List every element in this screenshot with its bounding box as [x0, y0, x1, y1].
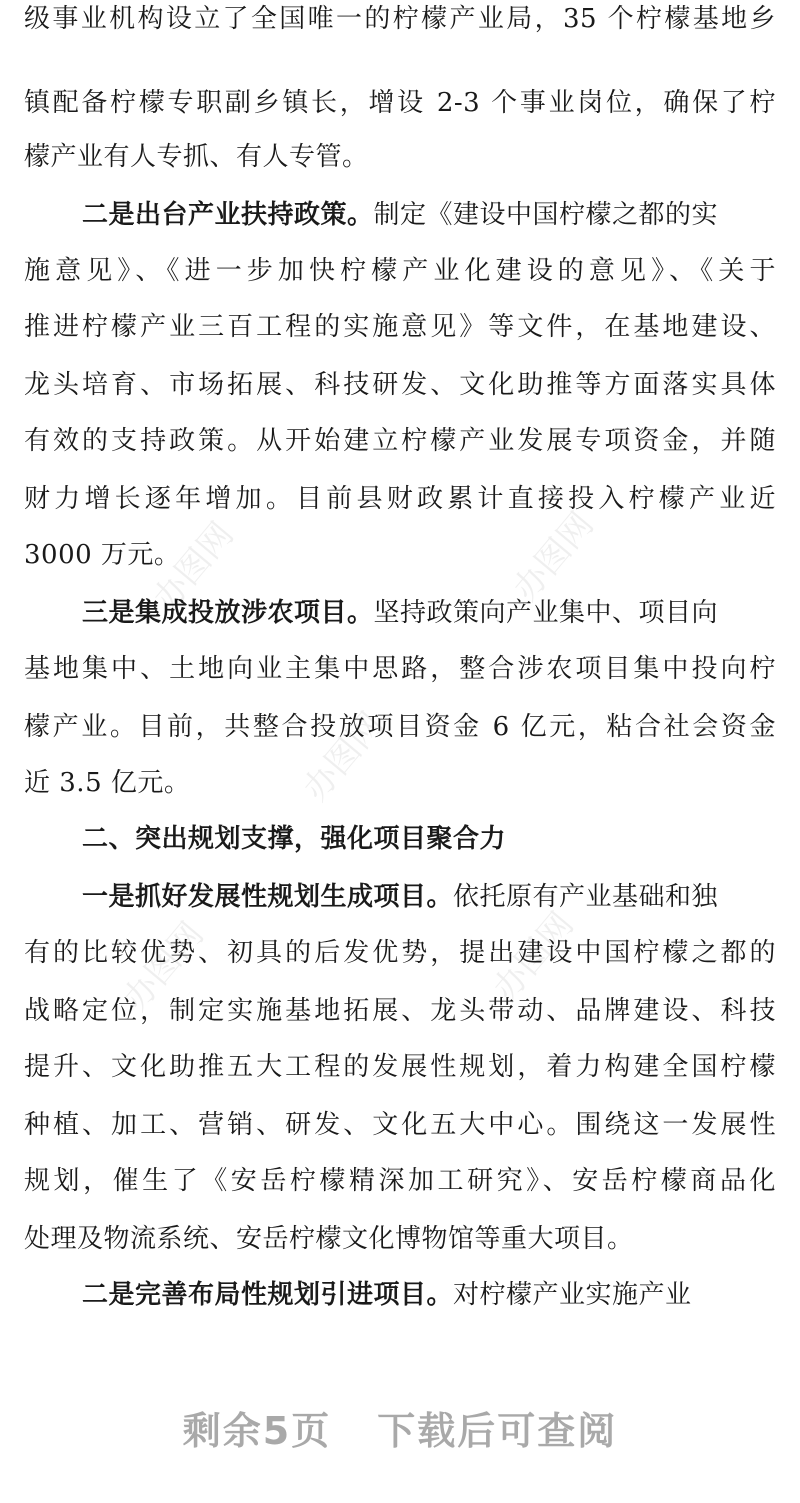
paragraph-first-line [82, 198, 776, 232]
watermark: 办图网 [115, 914, 212, 1019]
text-line: 龙头培育、市场拓展、科技研发、文化助推等方面落实具体 [24, 370, 776, 400]
text-line: 有的比较优势、初具的后发优势，提出建设中国柠檬之都的 [24, 938, 776, 968]
text-line: 基地集中、土地向业主集中思路，整合涉农项目集中投向柠 [24, 654, 776, 684]
text-line: 规划，催生了《安岳柠檬精深加工研究》、安岳柠檬商品化 [24, 1166, 776, 1196]
text-line: 战略定位，制定实施基地拓展、龙头带动、品牌建设、科技 [24, 996, 776, 1026]
watermark: 办图网 [295, 704, 392, 809]
download-to-view-label: 下载后可查阅 [377, 1409, 618, 1453]
text-line: 处理及物流系统、安岳柠檬文化博物馆等重大项目。 [24, 1224, 634, 1254]
text-line: 有效的支持政策。从开始建立柠檬产业发展专项资金，并随 [24, 426, 776, 456]
text-line: 推进柠檬产业三百工程的实施意见》等文件，在基地建设、 [24, 312, 776, 342]
watermark: 办图网 [485, 904, 582, 1009]
paragraph-lead: 二是完善布局性规划引进项目。 [82, 1280, 454, 1310]
text-line: 财力增长逐年增加。目前县财政累计直接投入柠檬产业近 [24, 484, 776, 514]
paragraph-first-line [82, 596, 776, 630]
text-line: 镇配备柠檬专职副乡镇长，增设 2-3 个事业岗位，确保了柠 [24, 88, 776, 118]
text-line: 种植、加工、营销、研发、文化五大中心。围绕这一发展性 [24, 1110, 776, 1140]
paragraph-text: 对柠檬产业实施产业 [453, 1280, 692, 1310]
download-prompt[interactable] [0, 1400, 800, 1456]
watermark: 办图网 [505, 504, 602, 609]
paragraph-lead: 三是集成投放涉农项目。 [82, 598, 374, 628]
text-line: 檬产业。目前，共整合投放项目资金 6 亿元，粘合社会资金 [24, 712, 776, 742]
paragraph-text: 依托原有产业基础和独 [453, 882, 719, 912]
watermark: 办图网 [145, 514, 242, 619]
paragraph-lead: 二是出台产业扶持政策。 [82, 200, 374, 230]
text-line: 近 3.5 亿元。 [24, 768, 191, 798]
text-line: 檬产业有人专抓、有人专管。 [24, 142, 369, 172]
text-line: 施意见》、《进一步加快柠檬产业化建设的意见》、《关于 [24, 256, 776, 286]
paragraph-first-line [82, 880, 776, 914]
paragraph-first-line [82, 1278, 776, 1312]
paragraph-lead: 一是抓好发展性规划生成项目。 [82, 882, 454, 912]
text-line: 3000 万元。 [24, 540, 181, 570]
paragraph-text: 坚持政策向产业集中、项目向 [373, 598, 719, 628]
paragraph-text: 制定《建设中国柠檬之都的实 [373, 200, 719, 230]
remaining-pages-label: 剩余5页 [182, 1409, 332, 1453]
section-heading: 二、突出规划支撑，强化项目聚合力 [82, 824, 507, 854]
text-line: 提升、文化助推五大工程的发展性规划，着力构建全国柠檬 [24, 1052, 776, 1082]
text-line: 级事业机构设立了全国唯一的柠檬产业局，35 个柠檬基地乡 [24, 4, 776, 34]
